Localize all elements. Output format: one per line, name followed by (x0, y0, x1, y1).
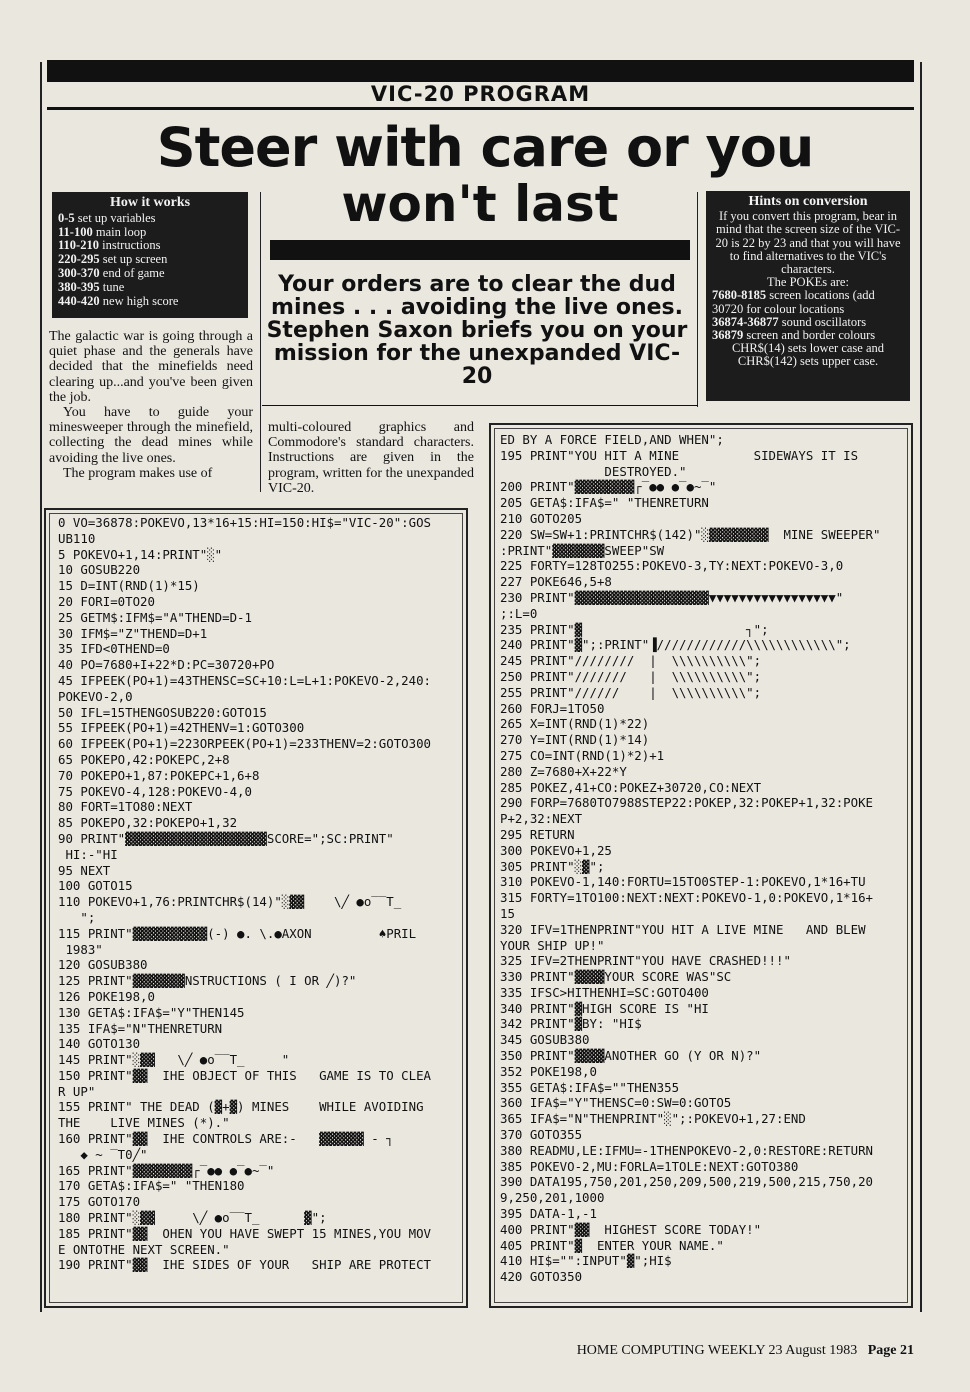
column-divider-right (697, 192, 698, 407)
column-divider-left (260, 192, 261, 492)
program-listing-right: ED BY A FORCE FIELD,AND WHEN"; 195 PRINT"YOU HIT A MINE SIDEWAYS IT IS DESTROYED." 200 PRINT"▓▓▓▓▓▓▓▓┌‾●● ●‾●~‾" 205 GETA$:IFA$=" "THENRETURN 210 GOTO205 220 SW=SW+1:PRINTCHR$(142)"░▓▓▓▓▓▓▓▓ MINE SWEEPER" :PRINT"▓▓▓▓▓▓▓SWEEP"SW 225 FORTY=128TO255:POKEVO-3,TY:NEXT:POKEVO-3,0 227 POKE646,5+8 230 PRINT"▓▓▓▓▓▓▓▓▓▓▓▓▓▓▓▓▓▓▼▼▼▼▼▼▼▼▼▼▼▼▼▼▼▼▼" ;:L=0 235 PRINT"▓ ┐"; 240 PRINT"▓";:PRINT"▐////////////\\\\\\\\\\\\"; 245 PRINT"//////// | \\\\\\\\\\"; 250 PRINT"/////// | \\\\\\\\\\"; 255 PRINT"////// | \\\\\\\\\\"; 260 FORJ=1TO50 265 X=INT(RND(1)*22) 270 Y=INT(RND(1)*14) 275 CO=INT(RND(1)*2)+1 280 Z=7680+X+22*Y 285 POKEZ,41+CO:POKEZ+30720,CO:NEXT 290 FORP=7680TO7988STEP22:POKEP,32:POKEP+1,32:POKE P+2,32:NEXT 295 RETURN 300 POKEVO+1,25 305 PRINT"░▓"; 310 POKEVO-1,140:FORTU=15TO0STEP-1:POKEVO,1*16+TU 315 FORTY=1TO100:NEXT:NEXT:POKEVO-1,0:POKEVO,1*16+ 15 320 IFV=1THENPRINT"YOU HIT A LIVE MINE AND BLEW YOUR SHIP UP!" 325 IFV=2THENPRINT"YOU HAVE CRASHED!!!" 330 PRINT"▓▓▓▓YOUR SCORE WAS"SC 335 IFSC>HITHENHI=SC:GOTO400 340 PRINT"▓HIGH SCORE IS "HI 342 PRINT"▓BY: "HI$ 345 GOSUB380 350 PRINT"▓▓▓▓ANOTHER GO (Y OR N)?" 352 POKE198,0 355 GETA$:IFA$=""THEN355 360 IFA$="Y"THENSC=0:SW=0:GOTO5 365 IFA$="N"THENPRINT"░";:POKEVO+1,27:END 370 GOTO355 380 READMU,LE:IFMU=-1THENPOKEVO-2,0:RESTORE:RETURN 385 POKEVO-2,MU:FORLA=1TOLE:NEXT:GOTO380 390 DATA195,750,201,250,209,500,219,500,215,750,20 9,250,201,1000 395 DATA-1,-1 400 PRINT"▓▓ HIGHEST SCORE TODAY!" 405 PRINT"▓ ENTER YOUR NAME." 410 HI$="":INPUT"▓";HI$ 420 GOTO350 (500, 432, 881, 1285)
section-rule (47, 107, 914, 110)
headline-bar (270, 240, 690, 260)
body-column-2: multi-coloured graphics and Commodore's standard characters. Instructions are given in the program, written for the unexpanded VIC-20. (268, 420, 474, 496)
hints-title: Hints on conversion (748, 194, 868, 209)
headline-line-2: won't last (341, 175, 619, 233)
headline-line-1: Steer with care or you (156, 116, 814, 179)
standfirst-rule (262, 405, 698, 406)
page-number: Page 21 (867, 1343, 914, 1358)
how-it-works-box (52, 192, 248, 318)
hints-box (706, 191, 910, 401)
how-it-works-item: 110-210 instructions (58, 238, 161, 253)
hints-poke-item: 36874-36877 sound oscillators (712, 314, 867, 329)
program-listing-left: 0 VO=36878:POKEVO,13*16+15:HI=150:HI$="VIC-20":GOS UB110 5 POKEVO+1,14:PRINT"░" 10 GOSUB220 15 D=INT(RND(1)*15) 20 FORI=0TO20 25 GETM$:IFM$="A"THEND=D-1 30 IFM$="Z"THEND=D+1 35 IFD<0THEND=0 40 PO=7680+I+22*D:PC=30720+PO 45 IFPEEK(PO+1)=43THENSC=SC+10:L=L+1:POKEVO-2,240: POKEVO-2,0 50 IFL=15THENGOSUB220:GOTO15 55 IFPEEK(PO+1)=42THENV=1:GOTO300 60 IFPEEK(PO+1)=223ORPEEK(PO+1)=233THENV=2:GOTO300 65 POKEPO,42:POKEPC,2+8 70 POKEPO+1,87:POKEPC+1,6+8 75 POKEVO-4,128:POKEVO-4,0 80 FORT=1TO80:NEXT 85 POKEPO,32:POKEPO+1,32 90 PRINT"▓▓▓▓▓▓▓▓▓▓▓▓▓▓▓▓▓▓▓SCORE=";SC:PRINT" HI:-"HI 95 NEXT 100 GOTO15 110 POKEVO+1,76:PRINTCHR$(14)"░▓▓ \╱ ●o‾‾T_ "; 115 PRINT"▓▓▓▓▓▓▓▓▓▓(-) ●. \.●AXON ♠PRIL 1983" 120 GOSUB380 125 PRINT"▓▓▓▓▓▓▓NSTRUCTIONS ( I OR ╱)?" 126 POKE198,0 130 GETA$:IFA$="Y"THEN145 135 IFA$="N"THENRETURN 140 GOTO130 145 PRINT"░▓▓ \╱ ●o‾‾T_ " 150 PRINT"▓▓ IHE OBJECT OF THIS GAME IS TO CLEA R UP" 155 PRINT" THE DEAD (▓+▓) MINES WHILE AVOIDING THE LIVE MINES (*)." 160 PRINT"▓▓ IHE CONTROLS ARE:- ▓▓▓▓▓▓ - ┐ ◆ ~ ‾T0╱" 165 PRINT"▓▓▓▓▓▓▓▓┌‾●● ●‾●~‾" 170 GETA$:IFA$=" "THEN180 175 GOTO170 180 PRINT"░▓▓ \╱ ●o‾‾T_ ▓"; 185 PRINT"▓▓ OHEN YOU HAVE SWEPT 15 MINES,YOU MOV E ONTOTHE NEXT SCREEN." 190 PRINT"▓▓ IHE SIDES OF YOUR SHIP ARE PROTECT (58, 515, 431, 1273)
page-footer (564, 1343, 914, 1359)
hints-chr-upper: CHR$(142) sets upper case. (737, 354, 879, 369)
body-column-1 (49, 329, 253, 481)
how-it-works-item: 380-395 tune (58, 279, 125, 294)
how-it-works-item: 300-370 end of game (58, 265, 165, 280)
how-it-works-item: 220-295 set up screen (58, 252, 168, 267)
how-it-works-title: How it works (109, 195, 191, 210)
how-it-works-item: 11-100 main loop (58, 224, 147, 239)
body-paragraph: The galactic war is going through a quiet phase and the generals have decided that the minefields need clearing up...and you've been given the job. (49, 329, 253, 405)
body-paragraph: You have to guide your minesweeper through the minefield, collecting the dead mines while avoiding the live ones. (49, 405, 253, 466)
body-paragraph: The program makes use of (63, 465, 213, 481)
hints-chr-lower: CHR$(14) sets lower case and (731, 341, 885, 356)
standfirst: Your orders are to clear the dud mines . . . avoiding the live ones. Stephen Saxon briefs you on your mission for the unexpanded VIC-20 (266, 272, 688, 389)
section-label: VIC-20 PROGRAM (370, 82, 591, 106)
publication-line: HOME COMPUTING WEEKLY 23 August 1983 (576, 1343, 858, 1358)
hints-poke-item: 36879 screen and border colours (712, 328, 876, 343)
top-bar (47, 60, 914, 82)
how-it-works-item: 0-5 set up variables (58, 210, 156, 225)
hints-pokes-label: The POKEs are: (767, 275, 849, 290)
how-it-works-item: 440-420 new high score (58, 293, 179, 308)
hints-poke-item: 7680-8185 screen locations (add 30720 for colour locations (712, 288, 875, 316)
hints-text: If you convert this program, bear in mind that the screen size of the VIC-20 is 22 by 23 and that you will have to find alternatives to the VIC's characters. (715, 209, 901, 277)
